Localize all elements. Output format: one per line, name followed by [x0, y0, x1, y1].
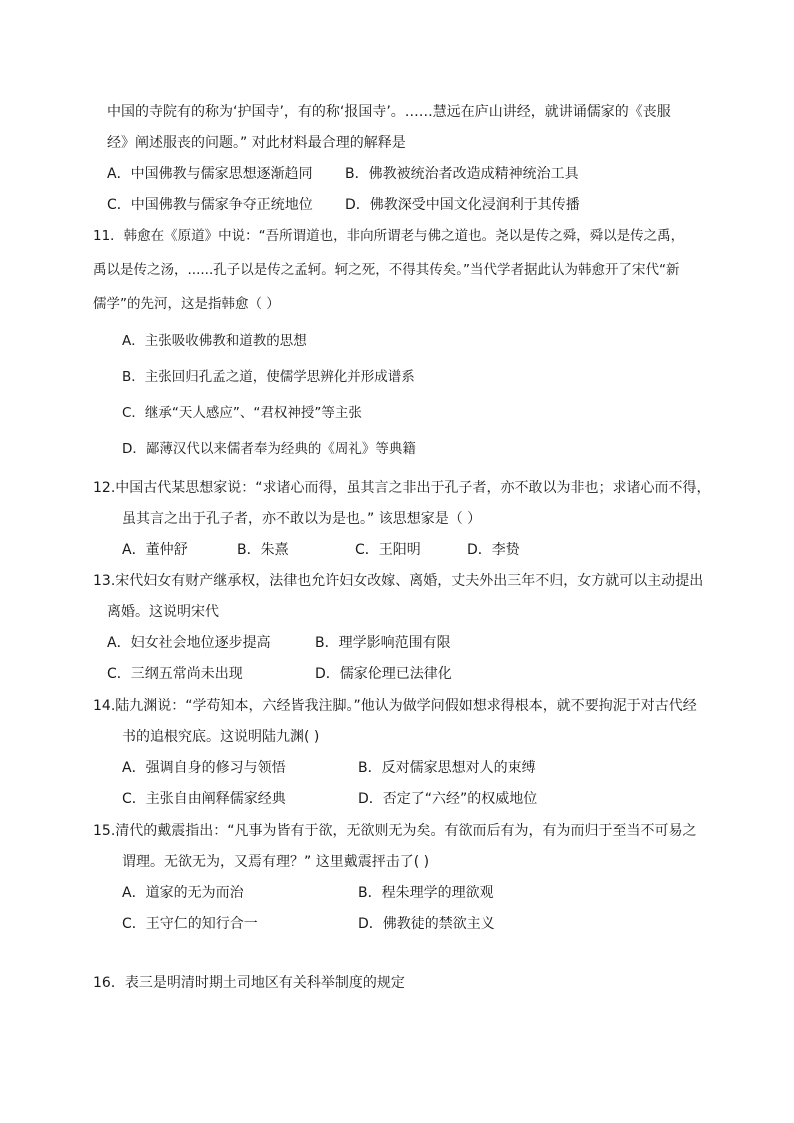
- q12-option-b: B．朱熹: [237, 542, 289, 558]
- q10-line-1: 中国的寺院有的称为‘护国寺’，有的称‘报国寺’。……慧远在庐山讲经，就讲诵儒家的《丧服: [107, 104, 671, 120]
- q11-option-d: D．鄙薄汉代以来儒者奉为经典的《周礼》等典籍: [122, 441, 416, 457]
- q15-option-d: D．佛教徒的禁欲主义: [358, 916, 495, 932]
- q10-option-d: D．佛教深受中国文化浸润利于其传播: [345, 197, 580, 213]
- q14-line-2: 书的追根究底。这说明陆九渊( ): [122, 729, 320, 745]
- q11-option-b: B．主张回归孔孟之道，使儒学思辨化并形成谱系: [122, 369, 415, 385]
- q12-option-c: C．王阳明: [355, 542, 421, 558]
- q14-option-c: C．主张自由阐释儒家经典: [122, 791, 286, 807]
- q11-option-c: C．继承“天人感应”、“君权神授”等主张: [122, 405, 362, 421]
- q10-option-c: C．中国佛教与儒家争夺正统地位: [107, 197, 313, 213]
- q12-line-2: 虽其言之出于孔子者，亦不敢以为是也。” 该思想家是（ ）: [122, 511, 482, 527]
- q12-option-a: A．董仲舒: [122, 542, 188, 558]
- q13-option-c: C．三纲五常尚未出现: [107, 666, 243, 682]
- q13-option-b: B．理学影响范围有限: [315, 635, 451, 651]
- q10-option-b: B．佛教被统治者改造成精神统治工具: [345, 166, 579, 182]
- q11-line-2: 禹以是传之汤，......孔子以是传之孟轲。轲之死，不得其传矣。”当代学者据此认为韩愈开了宋代“新: [93, 262, 680, 278]
- q15-line-1: 15.清代的戴震指出：“凡事为皆有于欲，无欲则无为矣。有欲而后有为，有为而归于至当不可易之: [93, 823, 697, 839]
- q11-line-1: 11．韩愈在《原道》中说：“吾所谓道也，非向所谓老与佛之道也。尧以是传之舜，舜以是传之禹，: [93, 228, 685, 244]
- q10-option-a: A．中国佛教与儒家思想逐渐趋同: [107, 166, 313, 182]
- q14-option-d: D．否定了“六经”的权威地位: [358, 791, 538, 807]
- q13-option-a: A．妇女社会地位逐步提高: [107, 635, 271, 651]
- q14-option-b: B．反对儒家思想对人的束缚: [358, 760, 536, 776]
- q15-line-2: 谓理。无欲无为，又焉有理？” 这里戴震抨击了( ): [122, 854, 430, 870]
- q14-line-1: 14.陆九渊说：“学苟知本，六经皆我注脚。”他认为做学问假如想求得根本，就不要拘泥于对古代经: [93, 698, 697, 714]
- q13-line-1: 13.宋代妇女有财产继承权，法律也允许妇女改嫁、离婚，丈夫外出三年不归，女方就可以主动提出: [93, 573, 704, 589]
- q12-option-d: D．李贽: [467, 542, 520, 558]
- q13-line-2: 离婚。这说明宋代: [107, 604, 219, 620]
- q16-line-1: 16．表三是明清时期土司地区有关科举制度的规定: [93, 975, 405, 991]
- q13-option-d: D．儒家伦理已法律化: [315, 666, 452, 682]
- q15-option-c: C．王守仁的知行合一: [122, 916, 258, 932]
- q14-option-a: A．强调自身的修习与领悟: [122, 760, 286, 776]
- q10-line-2: 经》阐述服丧的问题。” 对此材料最合理的解释是: [107, 135, 406, 151]
- q11-line-3: 儒学”的先河，这是指韩愈（ ）: [93, 296, 280, 312]
- q15-option-a: A．道家的无为而治: [122, 885, 244, 901]
- q15-option-b: B．程朱理学的理欲观: [358, 885, 494, 901]
- q12-line-1: 12.中国古代某思想家说：“求诸心而得，虽其言之非出于孔子者，亦不敢以为非也；求诸心而不得，: [93, 480, 711, 496]
- q11-option-a: A．主张吸收佛教和道教的思想: [122, 333, 307, 349]
